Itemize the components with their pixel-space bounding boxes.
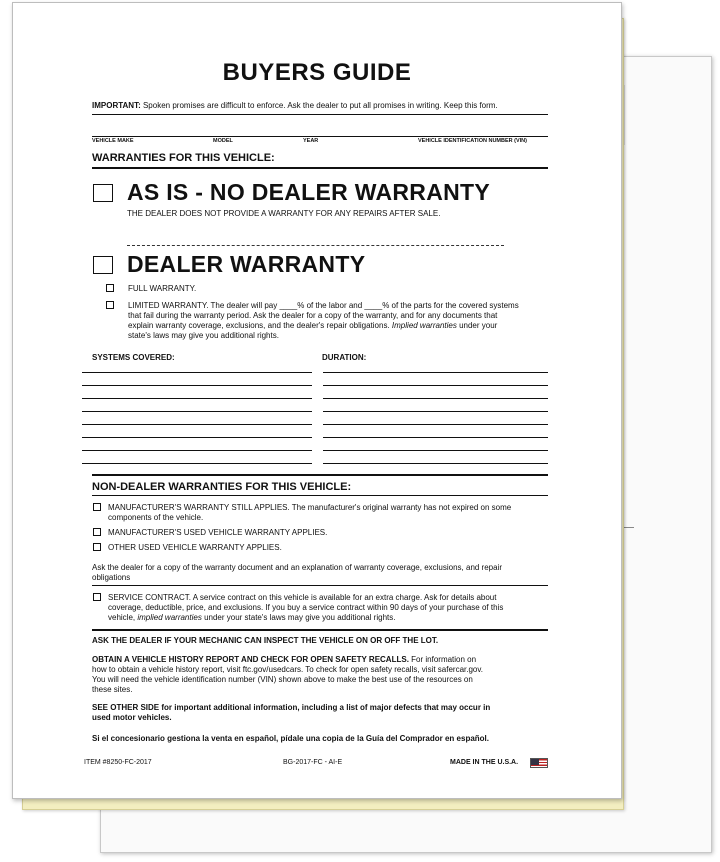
buyers-guide-form — [12, 2, 622, 799]
manufacturer-warranty-checkbox[interactable] — [93, 503, 101, 511]
systems-covered-line[interactable] — [82, 372, 312, 373]
dashed-separator — [127, 245, 504, 246]
vehicle-make-label: VEHICLE MAKE — [92, 138, 134, 144]
form-title: BUYERS GUIDE — [222, 59, 412, 86]
limited-warranty-line: that fail during the warranty period. Ask the dealer for a copy of the warranty, and for any documents that — [128, 311, 498, 320]
history-report-line: how to obtain a vehicle history report, visit ftc.gov/usedcars. To check for open safety recalls, visit safercar.gov. — [92, 665, 483, 674]
divider — [92, 474, 548, 476]
as-is-checkbox[interactable] — [93, 184, 113, 202]
other-used-warranty-checkbox[interactable] — [93, 543, 101, 551]
divider — [92, 495, 548, 496]
implied-warranties-text: Implied warranties — [391, 321, 457, 330]
divider — [92, 114, 548, 115]
manufacturer-warranty-label: MANUFACTURER'S WARRANTY STILL APPLIES. The manufacturer's original warranty has not expired on some — [108, 503, 512, 512]
us-flag-icon — [530, 758, 548, 768]
divider — [92, 585, 548, 586]
ask-mechanic-text: ASK THE DEALER IF YOUR MECHANIC CAN INSPECT THE VEHICLE ON OR OFF THE LOT. — [92, 636, 439, 645]
systems-covered-label: SYSTEMS COVERED: — [92, 353, 175, 362]
year-label: YEAR — [303, 138, 319, 144]
systems-covered-line[interactable] — [82, 385, 312, 386]
vehicle-info-line[interactable] — [92, 136, 548, 137]
history-report-bold: OBTAIN A VEHICLE HISTORY REPORT AND CHECK FOR OPEN SAFETY RECALLS. — [92, 655, 409, 664]
limited-warranty-checkbox[interactable] — [106, 301, 114, 309]
full-warranty-label: FULL WARRANTY. — [128, 284, 197, 293]
service-contract-line — [108, 613, 395, 622]
see-other-side-text: SEE OTHER SIDE for important additional information, including a list of major defects that may occur in — [92, 703, 491, 712]
important-notice — [92, 101, 498, 110]
important-text: Spoken promises are difficult to enforce. Ask the dealer to put all promises in writing. Keep this form. — [142, 101, 498, 110]
manufacturer-warranty-label: components of the vehicle. — [108, 513, 204, 522]
vin-label: VEHICLE IDENTIFICATION NUMBER (VIN) — [418, 138, 527, 144]
service-contract-text: under your state's laws may give you additional rights. — [204, 613, 396, 622]
systems-covered-line[interactable] — [82, 424, 312, 425]
systems-covered-line[interactable] — [82, 450, 312, 451]
service-contract-text: vehicle, — [108, 613, 136, 622]
full-warranty-checkbox[interactable] — [106, 284, 114, 292]
duration-label: DURATION: — [322, 353, 367, 362]
as-is-subtext: THE DEALER DOES NOT PROVIDE A WARRANTY FOR ANY REPAIRS AFTER SALE. — [127, 209, 441, 218]
warranties-heading: WARRANTIES FOR THIS VEHICLE: — [92, 152, 275, 164]
limited-warranty-line: state's laws may give you additional rights. — [128, 331, 279, 340]
systems-covered-line[interactable] — [82, 411, 312, 412]
limited-warranty-text: under your — [459, 321, 498, 330]
history-report-line — [92, 655, 476, 664]
systems-covered-line[interactable] — [82, 437, 312, 438]
divider — [92, 167, 548, 169]
form-code: BG-2017-FC - AI-E — [283, 759, 343, 766]
duration-line[interactable] — [323, 385, 548, 386]
systems-covered-line[interactable] — [82, 463, 312, 464]
service-contract-line: SERVICE CONTRACT. A service contract on this vehicle is available for an extra charge. Ask for details about — [108, 593, 497, 602]
history-report-text: For information on — [411, 655, 477, 664]
duration-line[interactable] — [323, 411, 548, 412]
spanish-notice: Si el concesionario gestiona la venta en español, pídale una copia de la Guía del Comprador en español. — [92, 734, 489, 743]
non-dealer-heading: NON-DEALER WARRANTIES FOR THIS VEHICLE: — [92, 481, 352, 493]
ask-copy-text: Ask the dealer for a copy of the warranty document and an explanation of warranty coverage, exclusions, and repair — [92, 563, 503, 572]
duration-line[interactable] — [323, 424, 548, 425]
divider — [92, 629, 548, 631]
history-report-line: these sites. — [92, 685, 133, 694]
service-contract-checkbox[interactable] — [93, 593, 101, 601]
duration-line[interactable] — [323, 463, 548, 464]
limited-warranty-line — [128, 321, 497, 330]
made-in-usa: MADE IN THE U.S.A. — [450, 759, 519, 766]
systems-covered-line[interactable] — [82, 398, 312, 399]
model-label: MODEL — [213, 138, 233, 144]
dealer-warranty-checkbox[interactable] — [93, 256, 113, 274]
duration-line[interactable] — [323, 450, 548, 451]
duration-line[interactable] — [323, 398, 548, 399]
history-report-line: You will need the vehicle identification number (VIN) shown above to make the best use of the resources on — [92, 675, 473, 684]
service-contract-line: coverage, deductible, price, and exclusions. If you buy a service contract within 90 days of your purchase of this — [108, 603, 504, 612]
back-sheet-mark — [624, 85, 625, 145]
see-other-side-text: used motor vehicles. — [92, 713, 172, 722]
as-is-heading: AS IS - NO DEALER WARRANTY — [127, 179, 491, 205]
other-used-warranty-label: OTHER USED VEHICLE WARRANTY APPLIES. — [108, 543, 282, 552]
implied-warranties-text: implied warranties — [137, 613, 202, 622]
duration-line[interactable] — [323, 372, 548, 373]
dealer-warranty-heading: DEALER WARRANTY — [127, 251, 366, 277]
ask-copy-text: obligations — [92, 573, 131, 582]
manufacturer-used-warranty-checkbox[interactable] — [93, 528, 101, 536]
important-label: IMPORTANT: — [92, 101, 141, 110]
limited-warranty-text: explain warranty coverage, exclusions, and the dealer's repair obligations. — [128, 321, 390, 330]
manufacturer-used-warranty-label: MANUFACTURER'S USED VEHICLE WARRANTY APPLIES. — [108, 528, 328, 537]
back-sheet-mark — [624, 527, 634, 528]
duration-line[interactable] — [323, 437, 548, 438]
limited-warranty-line: LIMITED WARRANTY. The dealer will pay ____% of the labor and ____% of the parts for the covered systems — [128, 301, 519, 310]
item-number: ITEM #8250-FC-2017 — [84, 759, 152, 766]
